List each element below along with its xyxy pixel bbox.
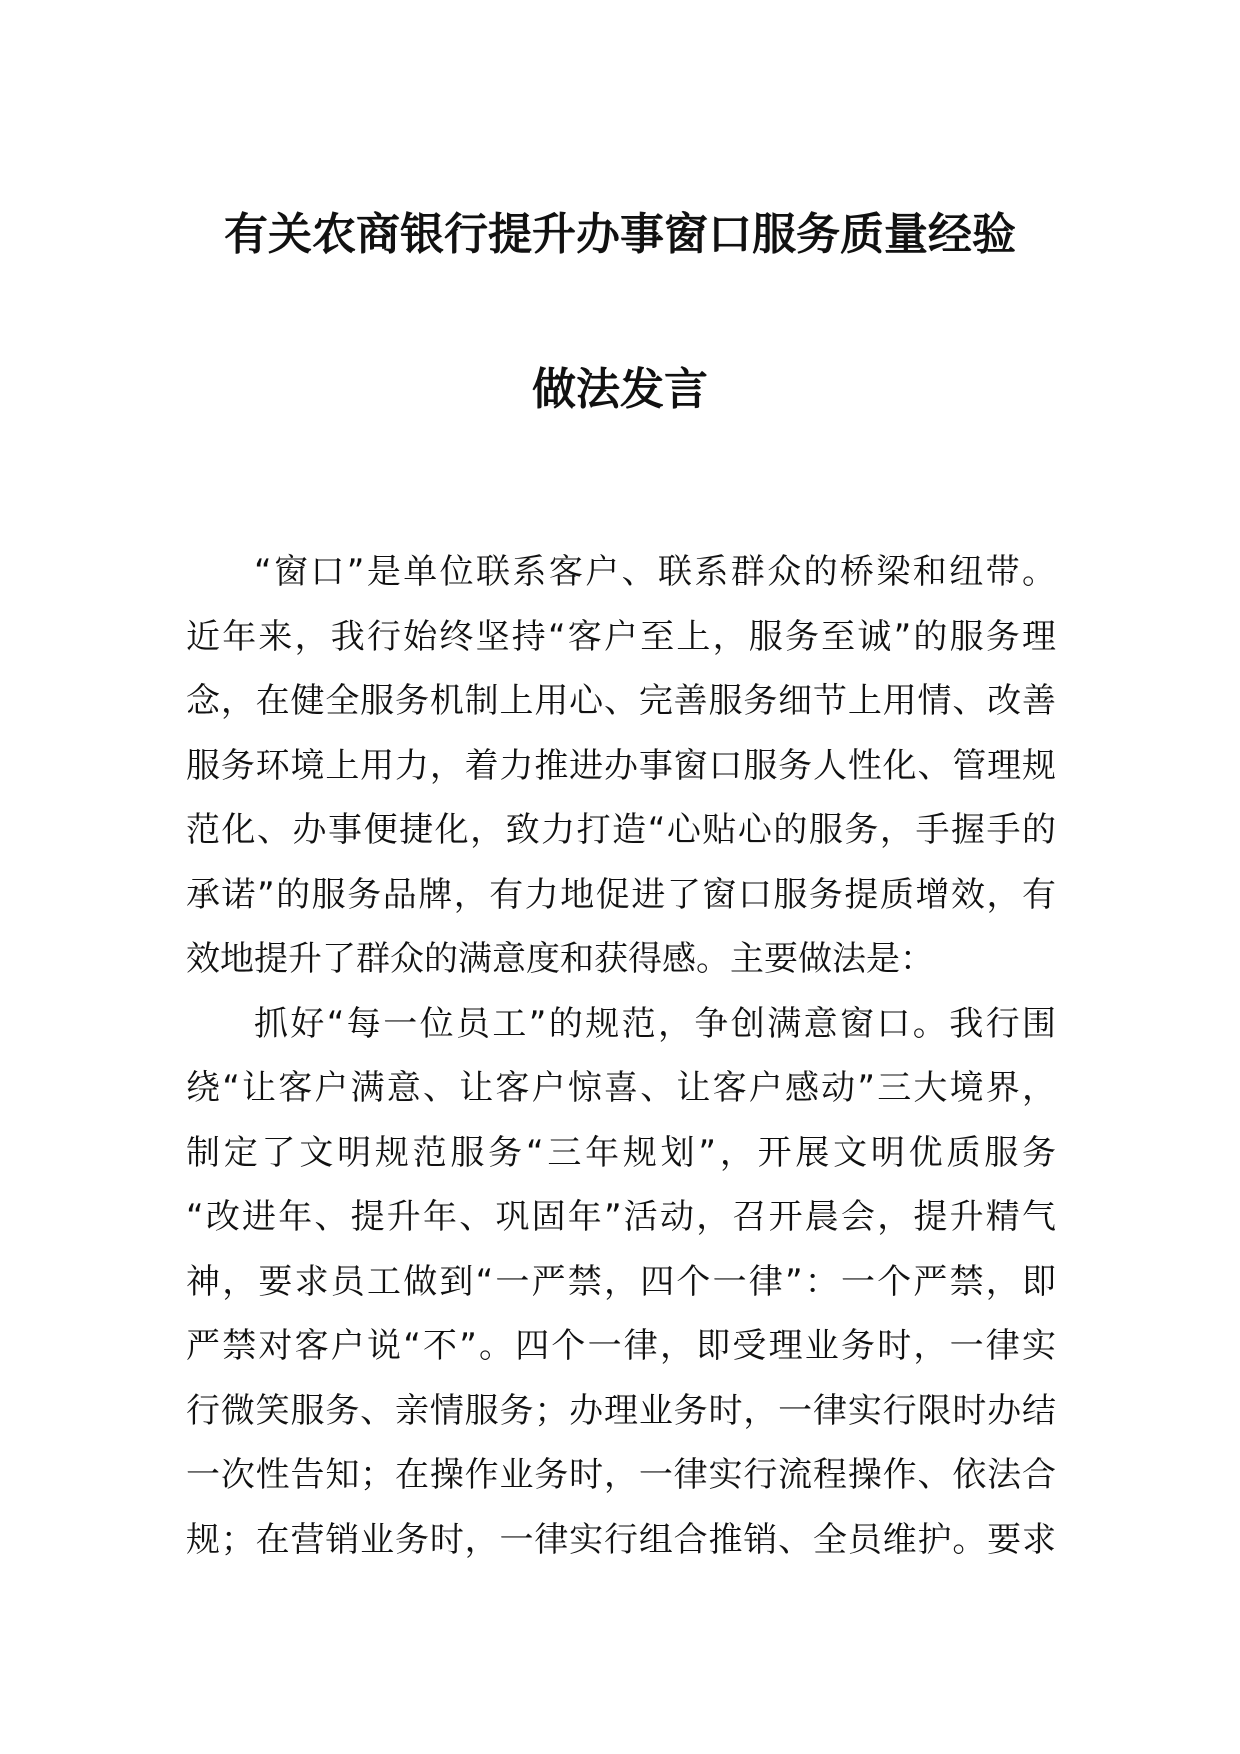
paragraph-line: 行微笑服务、亲情服务；办理业务时，一律实行限时办结 <box>186 1390 1056 1431</box>
paragraph-line: 一次性告知；在操作业务时，一律实行流程操作、依法合 <box>186 1455 1056 1495</box>
paragraph-line: 承诺”的服务品牌，有力地促进了窗口服务提质增效，有 <box>186 874 1056 915</box>
paragraph-line: 效地提升了群众的满意度和获得感。主要做法是： <box>186 939 934 979</box>
document-title-line-1: 有关农商银行提升办事窗口服务质量经验 <box>224 209 1016 260</box>
document-title-line-2: 做法发言 <box>532 364 708 415</box>
paragraph-line: 近年来，我行始终坚持“客户至上，服务至诚”的服务理 <box>186 616 1056 657</box>
paragraph-line: “改进年、提升年、巩固年”活动，召开晨会，提升精气 <box>186 1197 1056 1237</box>
paragraph-line: 规；在营销业务时，一律实行组合推销、全员维护。要求 <box>186 1519 1056 1560</box>
paragraph-line: 绕“让客户满意、让客户惊喜、让客户感动”三大境界， <box>186 1068 1056 1108</box>
paragraph-line: 严禁对客户说“不”。四个一律，即受理业务时，一律实 <box>186 1326 1056 1366</box>
paragraph-line: “窗口”是单位联系客户、联系群众的桥梁和纽带。 <box>254 552 1056 592</box>
paragraph-line: 抓好“每一位员工”的规范，争创满意窗口。我行围 <box>254 1003 1056 1044</box>
document-body <box>186 540 1056 1572</box>
paragraph-line: 念，在健全服务机制上用心、完善服务细节上用情、改善 <box>186 681 1056 721</box>
paragraph-2 <box>186 992 1056 1573</box>
paragraph-line: 服务环境上用力，着力推进办事窗口服务人性化、管理规 <box>186 745 1056 786</box>
paragraph-1 <box>186 540 1056 992</box>
paragraph-line: 制定了文明规范服务“三年规划”，开展文明优质服务 <box>186 1132 1056 1173</box>
paragraph-line: 范化、办事便捷化，致力打造“心贴心的服务，手握手的 <box>186 810 1056 850</box>
paragraph-line: 神，要求员工做到“一严禁，四个一律”：一个严禁，即 <box>186 1261 1056 1302</box>
